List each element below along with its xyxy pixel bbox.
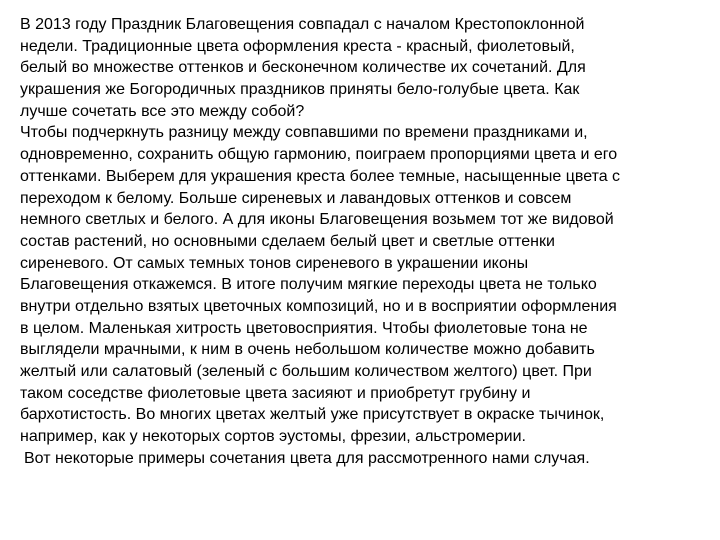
text-line: белый во множестве оттенков и бесконечном количестве их сочетаний. Для: [20, 59, 586, 77]
text-line: Вот некоторые примеры сочетания цвета для рассмотренного нами случая.: [24, 449, 590, 467]
text-line: бархотистость. Во многих цветах желтый уже присутствует в окраске тычинок,: [20, 406, 605, 424]
text-line: В 2013 году Праздник Благовещения совпадал с началом Крестопоклонной: [20, 16, 585, 33]
body-text: [20, 14, 710, 469]
text-line: одновременно, сохранить общую гармонию, поиграем пропорциями цвета и его: [20, 146, 618, 164]
text-line: Благовещения откажемся. В итоге получим мягкие переходы цвета не только: [20, 276, 597, 294]
text-line: Чтобы подчеркнуть разницу между совпавшими по времени праздниками и,: [20, 124, 588, 142]
text-line: украшения же Богородичных праздников приняты бело-голубые цвета. Как: [20, 81, 580, 99]
text-line: состав растений, но основными сделаем белый цвет и светлые оттенки: [20, 232, 555, 250]
text-line: например, как у некоторых сортов эустомы, фрезии, альстромерии.: [20, 428, 526, 446]
text-line: выглядели мрачными, к ним в очень небольшом количестве можно добавить: [20, 341, 595, 359]
text-line: переходом к белому. Больше сиреневых и лавандовых оттенков и совсем: [20, 189, 572, 207]
text-line: желтый или салатовый (зеленый с большим количеством желтого) цвет. При: [20, 363, 592, 380]
text-line: немного светлых и белого. А для иконы Благовещения возьмем тот же видовой: [20, 211, 614, 229]
text-line: внутри отдельно взятых цветочных композиций, но и в восприятии оформления: [20, 297, 617, 315]
text-line: в целом. Маленькая хитрость цветовосприятия. Чтобы фиолетовые тона не: [20, 319, 588, 337]
text-line: таком соседстве фиолетовые цвета засияют и приобретут грубину и: [20, 384, 531, 402]
text-line: недели. Традиционные цвета оформления креста - красный, фиолетовый,: [20, 37, 575, 55]
text-line: сиреневого. От самых темных тонов сиреневого в украшении иконы: [20, 254, 529, 272]
text-line: оттенками. Выберем для украшения креста более темные, насыщенные цвета с: [20, 167, 621, 185]
text-line: лучше сочетать все это между собой?: [20, 102, 305, 120]
